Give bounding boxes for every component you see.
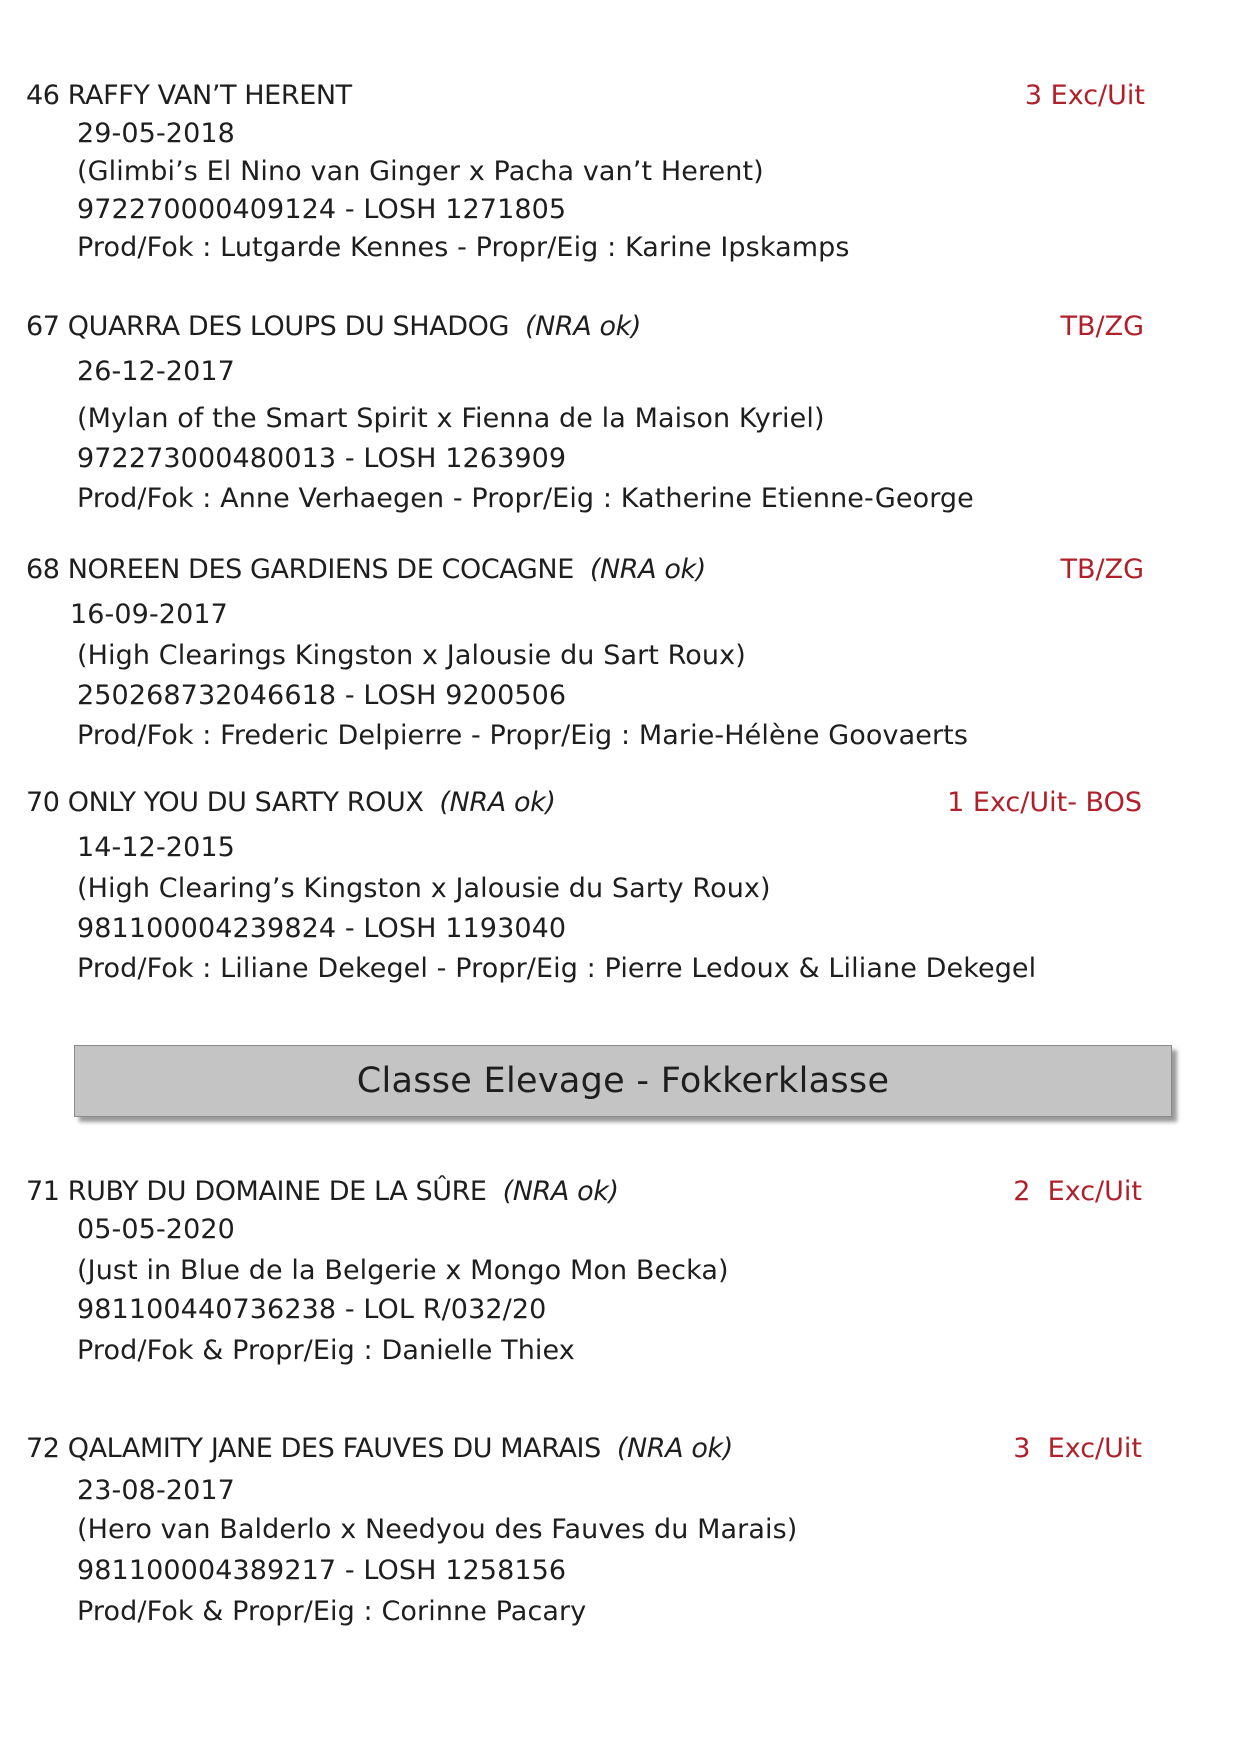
owners: Prod/Fok : Anne Verhaegen - Propr/Eig : Katherine Etienne-George: [77, 483, 974, 514]
result-label: 2 Exc/Uit: [1013, 1176, 1142, 1207]
dog-name: 72 QALAMITY JANE DES FAUVES DU MARAIS (NRA ok): [26, 1433, 733, 1464]
birth-date: 29-05-2018: [77, 118, 235, 149]
dog-entry: [0, 554, 1240, 751]
result-label: 1 Exc/Uit- BOS: [947, 787, 1142, 818]
owners: Prod/Fok & Propr/Eig : Danielle Thiex: [77, 1335, 575, 1366]
nra-status: (NRA ok): [439, 787, 556, 818]
registration-ids: 981100004389217 - LOSH 1258156: [77, 1555, 567, 1586]
nra-status: (NRA ok): [502, 1176, 619, 1207]
entry-header: [0, 554, 1240, 594]
dog-name: 46 RAFFY VAN’T HERENT: [26, 80, 352, 111]
parents: (Glimbi’s El Nino van Ginger x Pacha van’t Herent): [77, 156, 764, 187]
result-label: TB/ZG: [1060, 554, 1144, 585]
dog-name: 71 RUBY DU DOMAINE DE LA SÛRE (NRA ok): [26, 1176, 619, 1207]
dog-entry: [0, 787, 1240, 984]
parents: (Mylan of the Smart Spirit x Fienna de la Maison Kyriel): [77, 403, 825, 434]
entry-header: [0, 1433, 1240, 1473]
registration-ids: 972273000480013 - LOSH 1263909: [77, 443, 567, 474]
section-title: Classe Elevage - Fokkerklasse: [356, 1061, 890, 1101]
dog-name: 68 NOREEN DES GARDIENS DE COCAGNE (NRA ok): [26, 554, 706, 585]
dog-entry: [0, 80, 1240, 263]
dog-entry: [0, 1433, 1240, 1627]
registration-ids: 972270000409124 - LOSH 1271805: [77, 194, 567, 225]
section-banner: [74, 1045, 1172, 1117]
registration-ids: 981100004239824 - LOSH 1193040: [77, 913, 567, 944]
registration-ids: 250268732046618 - LOSH 9200506: [77, 680, 567, 711]
birth-date: 16-09-2017: [70, 599, 228, 630]
nra-status: (NRA ok): [524, 311, 642, 342]
nra-status: (NRA ok): [589, 554, 706, 585]
dog-name: 67 QUARRA DES LOUPS DU SHADOG (NRA ok): [26, 311, 642, 342]
dog-entry: [0, 311, 1240, 514]
result-label: TB/ZG: [1060, 311, 1144, 342]
parents: (High Clearings Kingston x Jalousie du Sart Roux): [77, 640, 746, 671]
entry-header: [0, 311, 1240, 351]
result-label: 3 Exc/Uit: [1013, 1433, 1142, 1464]
birth-date: 23-08-2017: [77, 1475, 235, 1506]
dog-entry: [0, 1176, 1240, 1366]
birth-date: 14-12-2015: [77, 832, 235, 863]
registration-ids: 981100440736238 - LOL R/032/20: [77, 1294, 547, 1325]
birth-date: 26-12-2017: [77, 356, 235, 387]
parents: (Just in Blue de la Belgerie x Mongo Mon Becka): [77, 1255, 729, 1286]
nra-status: (NRA ok): [616, 1433, 733, 1464]
birth-date: 05-05-2020: [77, 1214, 235, 1245]
owners: Prod/Fok : Lutgarde Kennes - Propr/Eig : Karine Ipskamps: [77, 232, 850, 263]
owners: Prod/Fok : Liliane Dekegel - Propr/Eig : Pierre Ledoux & Liliane Dekegel: [77, 953, 1037, 984]
entry-header: [0, 787, 1240, 827]
parents: (High Clearing’s Kingston x Jalousie du Sarty Roux): [77, 873, 771, 904]
dog-name: 70 ONLY YOU DU SARTY ROUX (NRA ok): [26, 787, 556, 818]
entry-header: [0, 80, 1240, 120]
parents: (Hero van Balderlo x Needyou des Fauves du Marais): [77, 1514, 798, 1545]
owners: Prod/Fok & Propr/Eig : Corinne Pacary: [77, 1596, 587, 1627]
result-label: 3 Exc/Uit: [1024, 80, 1145, 111]
entry-header: [0, 1176, 1240, 1216]
owners: Prod/Fok : Frederic Delpierre - Propr/Eig : Marie-Hélène Goovaerts: [77, 720, 969, 751]
